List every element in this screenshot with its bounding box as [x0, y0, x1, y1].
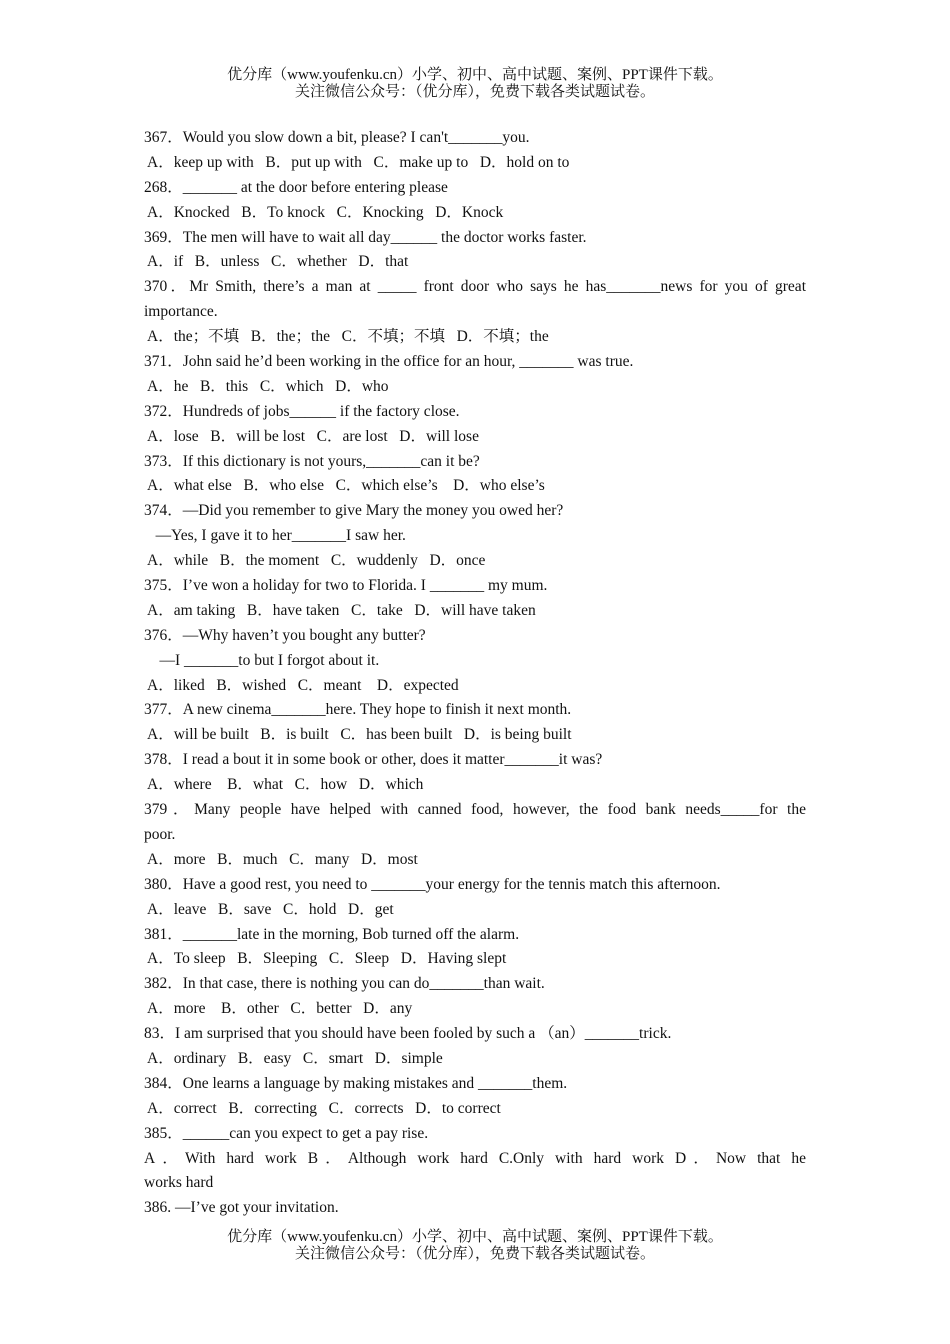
header-line-2: 关注微信公众号：（优分库），免费下载各类试题试卷。: [294, 84, 655, 100]
text-line: 386. —I’ve got your invitation.: [144, 1199, 339, 1217]
text-line: 371．John said he’d been working in the office for an hour, _______ was true.: [144, 353, 634, 371]
text-line: A．correct B．correcting C．corrects D．to correct: [144, 1099, 501, 1117]
text-line: A．leave B．save C．hold D．get: [144, 900, 394, 918]
text-line: 384．One learns a language by making mistakes and _______them.: [144, 1074, 568, 1092]
text-line: —I _______to but I forgot about it.: [144, 651, 380, 669]
text-line: poor.: [144, 825, 176, 843]
text-line: A．what else B．who else C．which else’s D．who else’s: [144, 477, 545, 495]
text-line: 377．A new cinema_______here. They hope to finish it next month.: [144, 701, 572, 719]
page-footer: [0, 1229, 950, 1263]
text-line: 374．—Did you remember to give Mary the money you owed her?: [144, 502, 564, 520]
text-line: A．the；不填 B．the；the C．不填；不填 D．不填；the: [144, 328, 549, 346]
text-line: 380．Have a good rest, you need to _______your energy for the tennis match this afternoon.: [144, 875, 721, 893]
text-line: 378．I read a bout it in some book or other, does it matter_______it was?: [144, 751, 603, 769]
text-line: 367．Would you slow down a bit, please? I can't_______you.: [144, 129, 530, 146]
text-line: A．where B．what C．how D．which: [144, 776, 424, 794]
text-line: importance.: [144, 303, 218, 321]
text-line: A．To sleep B．Sleeping C．Sleep D．Having slept: [144, 950, 507, 968]
text-line: A．he B．this C．which D．who: [144, 377, 389, 395]
text-line: A．keep up with B．put up with C．make up to D．hold on to: [144, 153, 570, 171]
text-line: A．Knocked B．To knock C．Knocking D．Knock: [144, 203, 504, 221]
text-line: 385．______can you expect to get a pay rise.: [144, 1124, 429, 1142]
text-line: A．am taking B．have taken C．take D．will have taken: [144, 601, 536, 619]
text-line: 268．_______ at the door before entering please: [144, 178, 448, 196]
text-line: A．more B．other C．better D．any: [144, 1000, 413, 1018]
text-line: works hard: [144, 1174, 214, 1192]
text-line: 382．In that case, there is nothing you can do_______than wait.: [144, 975, 545, 993]
text-line: 379．Many people have helped with canned food, however, the food bank needs_____for the: [144, 801, 806, 819]
text-line: A．if B．unless C．whether D．that: [144, 253, 409, 271]
footer-line-1: 优分库（www.youfenku.cn）小学、初中、高中试题、案例、PPT课件下载。: [227, 1229, 723, 1245]
text-line: 83．I am surprised that you should have been fooled by such a （an）_______trick.: [144, 1025, 672, 1043]
text-line: 381．_______late in the morning, Bob turned off the alarm.: [144, 925, 520, 943]
text-line: A．more B．much C．many D．most: [144, 850, 418, 868]
footer-line-2: 关注微信公众号：（优分库），免费下载各类试题试卷。: [294, 1246, 655, 1262]
page-header: [0, 67, 950, 101]
text-line: 376．—Why haven’t you bought any butter?: [144, 626, 426, 644]
text-line: A．while B．the moment C．wuddenly D．once: [144, 552, 486, 570]
text-line: A．With hard work B．Although work hard C.Only with hard work D．Now that he: [144, 1149, 806, 1167]
text-line: 369．The men will have to wait all day______ the doctor works faster.: [144, 228, 587, 246]
text-line: —Yes, I gave it to her_______I saw her.: [144, 527, 406, 545]
header-line-1: 优分库（www.youfenku.cn）小学、初中、高中试题、案例、PPT课件下载。: [227, 67, 723, 83]
text-line: 375．I’ve won a holiday for two to Florida. I _______ my mum.: [144, 577, 548, 595]
text-line: A．liked B．wished C．meant D．expected: [144, 676, 459, 694]
question-list: [144, 126, 806, 1221]
text-line: 373．If this dictionary is not yours,_______can it be?: [144, 452, 480, 470]
text-line: A．will be built B．is built C．has been built D．is being built: [144, 726, 572, 744]
text-line: 372．Hundreds of jobs______ if the factory close.: [144, 402, 460, 420]
text-line: 370．Mr Smith, there’s a man at _____ front door who says he has_______news for you of great: [144, 278, 806, 296]
text-line: A．lose B．will be lost C．are lost D．will lose: [144, 427, 479, 445]
text-line: A．ordinary B．easy C．smart D．simple: [144, 1049, 443, 1067]
